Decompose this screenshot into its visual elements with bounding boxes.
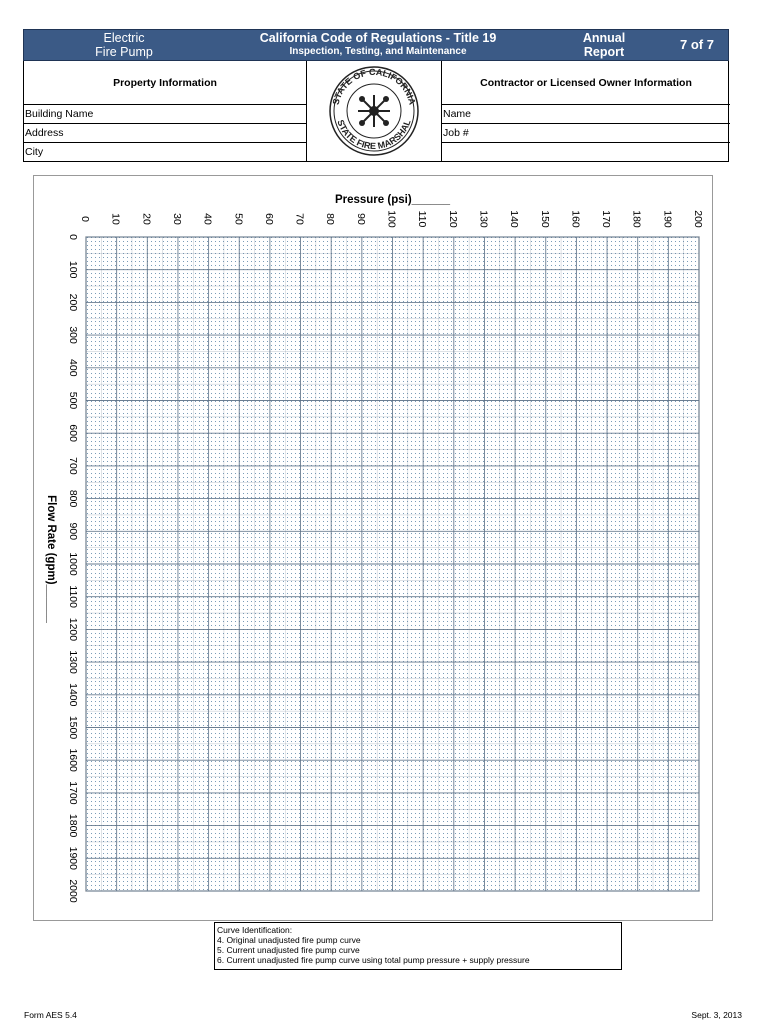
y-tick-label: 800 (67, 489, 79, 508)
y-tick-label: 500 (67, 391, 79, 410)
x-tick-label: 100 (385, 210, 398, 228)
seal-bottom-text: STATE FIRE MARSHAL (335, 118, 413, 152)
x-tick-label: 110 (416, 210, 429, 228)
x-tick-label: 90 (354, 213, 367, 225)
y-tick-label: 1000 (67, 552, 79, 576)
report-header-bar (23, 29, 729, 61)
pump-type (24, 30, 224, 60)
y-tick-label: 1800 (67, 813, 79, 838)
job-number-field[interactable]: Job # (442, 123, 730, 142)
curve-identification-heading: Curve Identification: (217, 925, 293, 935)
curve-item: 5. Current unadjusted fire pump curve (217, 945, 360, 955)
pump-curve-grid[interactable] (34, 176, 712, 920)
seal-icon (322, 65, 426, 157)
contractor-information (442, 61, 730, 161)
x-tick-label: 190 (661, 210, 674, 228)
y-tick-label: 1700 (67, 781, 79, 805)
x-tick-label: 10 (109, 213, 122, 225)
y-tick-label: 1200 (67, 617, 79, 642)
x-tick-label: 140 (508, 210, 521, 228)
contractor-name-field[interactable]: Name (442, 104, 730, 123)
building-name-field[interactable]: Building Name (24, 104, 306, 123)
x-tick-label: 60 (262, 213, 275, 225)
x-tick-label: 150 (538, 210, 551, 228)
address-field[interactable]: Address (24, 123, 306, 142)
y-tick-label: 700 (67, 457, 79, 475)
curve-identification (214, 922, 622, 970)
y-tick-label: 1100 (67, 585, 79, 608)
city-field[interactable]: City (24, 142, 306, 161)
y-tick-label: 1900 (67, 846, 79, 870)
seal-top-text: STATE OF CALIFORNIA (330, 66, 418, 106)
x-tick-label: 130 (477, 210, 490, 228)
x-tick-label: 40 (201, 213, 214, 225)
x-tick-label: 180 (630, 210, 643, 228)
contractor-heading: Contractor or Licensed Owner Information (480, 76, 692, 89)
property-information (24, 61, 306, 161)
x-tick-label: 20 (140, 213, 153, 225)
pump-type-line1: Electric (103, 31, 145, 45)
report-type-line1: Annual (582, 31, 626, 45)
y-axis-title: Flow Rate (gpm)______ (45, 495, 57, 623)
x-tick-label: 0 (79, 216, 91, 222)
curve-item: 4. Original unadjusted fire pump curve (217, 935, 361, 945)
x-tick-label: 50 (232, 213, 245, 225)
report-type-line2: Report (583, 45, 625, 59)
page-number: 7 of 7 (680, 37, 714, 52)
y-tick-label: 200 (67, 293, 79, 312)
x-tick-label: 200 (692, 210, 704, 228)
x-tick-label: 170 (600, 210, 613, 228)
regulation-title-line1: California Code of Regulations - Title 19 (259, 31, 497, 45)
y-tick-label: 600 (67, 424, 79, 442)
y-tick-label: 1300 (67, 650, 79, 674)
y-tick-label: 1400 (67, 683, 79, 707)
regulation-title (224, 30, 532, 60)
pump-type-line2: Fire Pump (95, 45, 153, 59)
y-tick-label: 2000 (67, 879, 79, 903)
state-fire-marshal-seal (306, 61, 442, 161)
y-tick-label: 300 (67, 326, 79, 344)
pump-curve-chart (33, 175, 713, 921)
x-tick-label: 30 (170, 213, 183, 225)
curve-item: 6. Current unadjusted fire pump curve using total pump pressure + supply pressure (217, 955, 530, 965)
y-tick-label: 400 (67, 359, 79, 377)
form-number: Form AES 5.4 (24, 1010, 77, 1020)
info-block (23, 61, 729, 162)
y-tick-label: 0 (67, 234, 79, 240)
form-date: Sept. 3, 2013 (691, 1010, 742, 1020)
x-tick-label: 80 (324, 213, 337, 225)
x-axis-title: Pressure (psi)______ (334, 194, 451, 206)
property-heading: Property Information (113, 76, 217, 89)
y-tick-label: 900 (67, 522, 79, 541)
x-tick-label: 160 (569, 210, 582, 228)
y-tick-label: 1600 (67, 748, 79, 772)
report-type (564, 30, 644, 60)
x-tick-label: 120 (446, 210, 459, 228)
x-tick-label: 70 (293, 213, 306, 225)
y-tick-label: 1500 (67, 715, 79, 740)
y-tick-label: 100 (67, 260, 79, 279)
contractor-blank-field[interactable] (442, 142, 730, 161)
regulation-title-line2: Inspection, Testing, and Maintenance (289, 46, 467, 57)
